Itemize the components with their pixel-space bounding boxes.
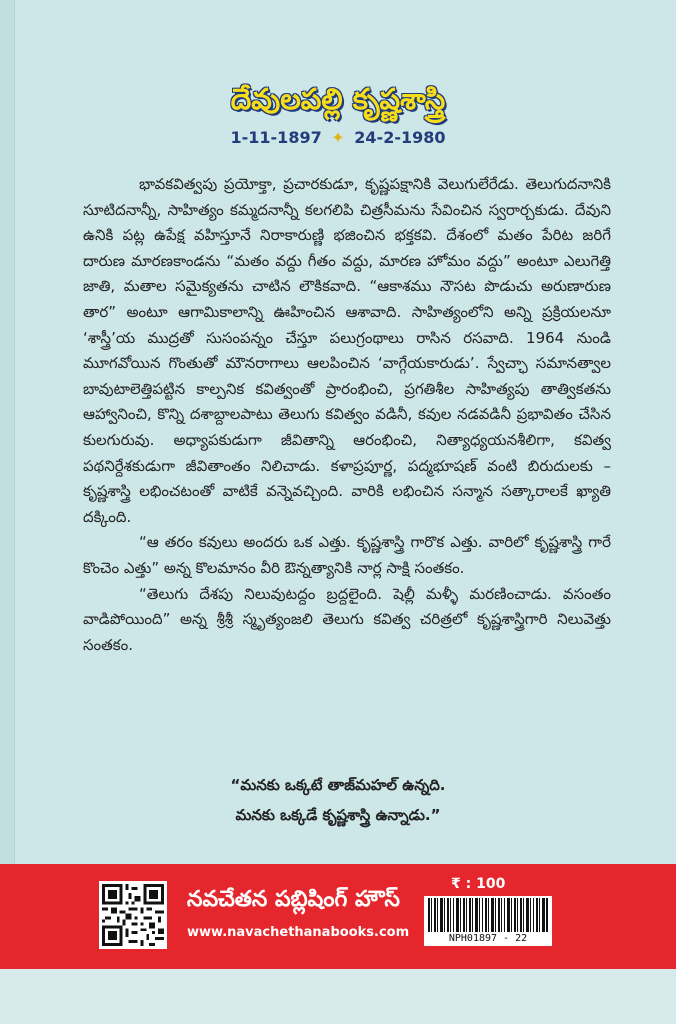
closing-quote-line-2: మనకు ఒక్కడే కృష్ణశాస్త్రి ఉన్నాడు.” (235, 806, 441, 824)
bottom-margin (0, 969, 676, 1024)
blurb-text (83, 172, 611, 658)
publisher-name: నవచేతన పబ్లిషింగ్ హౌస్ (187, 887, 400, 912)
paragraph-srisri: “తెలుగు దేశపు నిలువుటద్దం బ్రద్దలైంది. షెల్లీ మళ్ళీ మరణించాడు. వసంతం వాడిపోయింది” అన్న శ్రీశ్రీ స్మృత్యంజలి తెలుగు కవిత్వ చరిత్రలో కృష్ణశాస్త్రిగారి నిలువెత్తు సంతకం. (83, 584, 611, 654)
barcode (424, 896, 552, 946)
qr-code-icon (99, 881, 167, 949)
star-icon: ✦ (331, 128, 345, 147)
publisher-website-link[interactable]: www.navachethanabooks.com (187, 925, 410, 940)
barcode-icon (428, 898, 548, 932)
price-label: ₹ : 100 (451, 876, 506, 892)
death-date: 24-2-1980 (354, 128, 446, 147)
closing-quote-line-1: “మనకు ఒక్కటే తాజ్‌మహల్ ఉన్నది. (230, 776, 446, 794)
birth-date: 1-11-1897 (230, 128, 322, 147)
author-dates (0, 128, 676, 147)
paragraph-intro: భావకవిత్వపు ప్రయోక్తా, ప్రచారకుడూ, కృష్ణపక్షానికి వెలుగులేరేడు. తెలుగుదనానికి సూటిదనాన్నీ, సాహిత్యం కమ్మదనాన్నీ కలగలిపి చిత్రసీమను సేవించిన స్వరార్చకుడు. దేవుని ఉనికి పట్ల ఉపేక్ష వహిస్తూనే నిరాకారుణ్ణి భజించిన భక్తకవి. దేశంలో మతం పేరిట జరిగే దారుణ మారణకాండను “మతం వద్దు గీతం వద్దు, మారణ హోమం వద్దు” అంటూ ఎలుగెత్తి జాతి, మతాల సమైక్యతను చాటిన లౌకికవాది. “ఆకాశము నౌసట పొడుచు అరుణారుణ తార” అంటూ ఆగామికాలాన్ని ఊహించిన ఆశావాది. సాహిత్యంలోని అన్ని ప్రక్రియలనూ ‘శాస్త్రీ’య ముద్రతో సుసంపన్నం చేస్తూ పలుగ్రంథాలు రాసిన రసవాది. 1964 నుండి మూగవోయిన గొంతుతో మౌనరాగాలు ఆలపించిన ‘వాగ్గేయకారుడు’. స్వేచ్ఛా సమానత్వాల బావుటాలెత్తిపట్టిన కాల్పనిక కవిత్వంతో ప్రారంభించి, ప్రగతిశీల సాహిత్యపు తాత్వికతను ఆహ్వానించి, కొన్ని దశాబ్దాలపాటు తెలుగు కవిత్వం వడినీ, కవుల నడవడినీ ప్రభావితం చేసిన కులగురువు. అధ్యాపకుడుగా జీవితాన్ని ఆరంభించి, నిత్యాధ్యయనశీలిగా, కవిత్వ పథనిర్దేశకుడుగా జీవితాంతం నిలిచాడు. కళాప్రపూర్ణ, పద్మభూషణ్ వంటి బిరుదులకు – కృష్ణశాస్త్రి లభించటంతో వాటికే వన్నెవచ్చింది. వారికి లభించిన సన్మాన సత్కారాలకే ఖ్యాతి దక్కింది. (83, 175, 611, 526)
barcode-number: NPH01897 - 22 (448, 933, 528, 944)
author-name-title: దేవులపల్లి కృష్ణశాస్త్రి (230, 82, 446, 116)
paragraph-narla: “ఆ తరం కవులు అందరు ఒక ఎత్తు. కృష్ణశాస్త్రి గారొక ఎత్తు. వారిలో కృష్ణశాస్త్రి గారే కొంచెం ఎత్తు” అన్న కొలమానం వీరి ఔన్నత్యానికి నార్ల సాక్షి సంతకం. (83, 533, 611, 577)
